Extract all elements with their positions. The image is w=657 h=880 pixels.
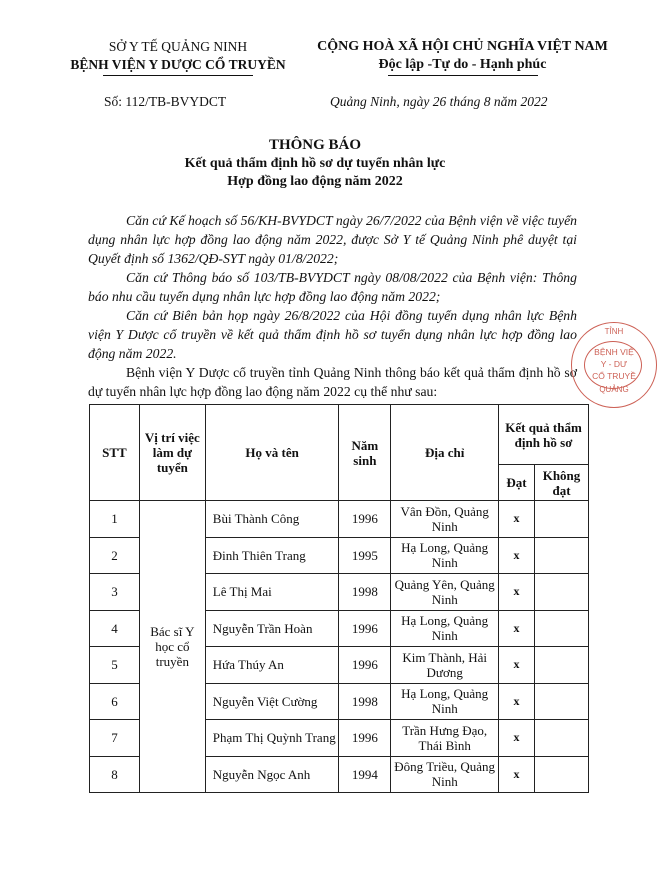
doc-date: Quảng Ninh, ngày 26 tháng 8 năm 2022 — [330, 94, 548, 109]
header-pass: Đạt — [499, 465, 535, 501]
row-pass-mark: x — [499, 756, 535, 793]
seal-text-2: Y - DƯ — [600, 359, 628, 369]
row-fail-mark — [535, 574, 589, 611]
intro-paragraph: Bệnh viện Y Dược cổ truyền tỉnh Quảng Ninh thông báo kết quả thẩm định hồ sơ dự tuyển nhân lực hợp đồng lao động năm 2022 cụ thể như sau: — [88, 365, 577, 399]
country-name: CỘNG HOÀ XÃ HỘI CHỦ NGHĨA VIỆT NAM — [317, 39, 608, 54]
row-fail-mark — [535, 683, 589, 720]
header-address: Địa chỉ — [391, 405, 499, 501]
row-stt: 1 — [90, 501, 140, 538]
row-name: Phạm Thị Quỳnh Trang — [205, 720, 339, 757]
row-fail-mark — [535, 756, 589, 793]
row-stt: 2 — [90, 537, 140, 574]
row-address: Vân Đồn, Quảng Ninh — [391, 501, 499, 538]
table-row — [90, 501, 589, 538]
org-underline — [103, 75, 253, 76]
row-year: 1998 — [339, 683, 391, 720]
results-table — [89, 404, 589, 793]
org-parent: SỞ Y TẾ QUẢNG NINH — [108, 39, 248, 54]
row-year: 1998 — [339, 574, 391, 611]
row-pass-mark: x — [499, 683, 535, 720]
row-stt: 3 — [90, 574, 140, 611]
basis-paragraph-3: Căn cứ Biên bản họp ngày 26/8/2022 của Hội đồng tuyển dụng nhân lực Bệnh viện Y Dược cổ truyền về kết quả thẩm định hồ sơ tuyển dụng nhân lực hợp đồng lao động năm 2022. — [88, 308, 577, 361]
row-address: Đông Triều, Quảng Ninh — [391, 756, 499, 793]
header-position: Vị trí việc làm dự tuyển — [139, 405, 205, 501]
row-pass-mark: x — [499, 501, 535, 538]
row-address: Hạ Long, Quảng Ninh — [391, 610, 499, 647]
row-name: Bùi Thành Công — [205, 501, 339, 538]
row-pass-mark: x — [499, 574, 535, 611]
row-name: Nguyễn Ngọc Anh — [205, 756, 339, 793]
header-fail: Không đạt — [535, 465, 589, 501]
doc-subtitle-1: Kết quả thẩm định hồ sơ dự tuyển nhân lực — [184, 156, 446, 171]
header-name: Họ và tên — [205, 405, 339, 501]
red-seal-stamp — [571, 322, 657, 408]
row-address: Quảng Yên, Quảng Ninh — [391, 574, 499, 611]
national-header — [300, 38, 625, 76]
row-year: 1994 — [339, 756, 391, 793]
row-year: 1996 — [339, 720, 391, 757]
seal-text-bottom: QUẢNG — [599, 385, 629, 394]
row-pass-mark: x — [499, 720, 535, 757]
row-stt: 4 — [90, 610, 140, 647]
row-stt: 8 — [90, 756, 140, 793]
org-header — [58, 38, 298, 76]
row-stt: 5 — [90, 647, 140, 684]
basis-paragraph-2: Căn cứ Thông báo số 103/TB-BVYDCT ngày 08/08/2022 của Bệnh viện: Thông báo nhu cầu tuyển dụng nhân lực hợp đồng lao động năm 2022; — [88, 270, 577, 304]
motto-underline — [388, 75, 538, 76]
row-fail-mark — [535, 537, 589, 574]
row-name: Đinh Thiên Trang — [205, 537, 339, 574]
row-pass-mark: x — [499, 647, 535, 684]
row-year: 1996 — [339, 647, 391, 684]
header-stt: STT — [90, 405, 140, 501]
row-address: Hạ Long, Quảng Ninh — [391, 537, 499, 574]
header-result: Kết quả thẩm định hồ sơ — [499, 405, 589, 465]
row-name: Nguyễn Trần Hoàn — [205, 610, 339, 647]
row-fail-mark — [535, 610, 589, 647]
basis-paragraph-1: Căn cứ Kế hoạch số 56/KH-BVYDCT ngày 26/7/2022 của Bệnh viện về việc tuyển dụng nhân lực hợp đồng lao động năm 2022, được Sở Y tế Quảng Ninh phê duyệt tại Quyết định số 1362/QĐ-SYT ngày 01/8/2022; — [88, 213, 577, 266]
row-year: 1996 — [339, 501, 391, 538]
row-address: Trần Hưng Đạo, Thái Bình — [391, 720, 499, 757]
row-stt: 7 — [90, 720, 140, 757]
row-year: 1995 — [339, 537, 391, 574]
row-name: Lê Thị Mai — [205, 574, 339, 611]
row-name: Nguyễn Việt Cường — [205, 683, 339, 720]
seal-text-1: BỆNH VIỆ — [594, 347, 634, 357]
row-stt: 6 — [90, 683, 140, 720]
position-cell: Bác sĩ Y học cổ truyền — [139, 501, 205, 793]
row-fail-mark — [535, 647, 589, 684]
row-pass-mark: x — [499, 537, 535, 574]
row-pass-mark: x — [499, 610, 535, 647]
row-address: Kim Thành, Hải Dương — [391, 647, 499, 684]
doc-number: Số: 112/TB-BVYDCT — [104, 94, 227, 109]
row-name: Hứa Thúy An — [205, 647, 339, 684]
seal-text-3: CỔ TRUYỀ — [592, 371, 636, 381]
row-fail-mark — [535, 501, 589, 538]
header-year: Năm sinh — [339, 405, 391, 501]
row-fail-mark — [535, 720, 589, 757]
row-address: Hạ Long, Quảng Ninh — [391, 683, 499, 720]
row-year: 1996 — [339, 610, 391, 647]
org-name: BỆNH VIỆN Y DƯỢC CỔ TRUYỀN — [70, 57, 286, 72]
national-motto: Độc lập -Tự do - Hạnh phúc — [378, 57, 547, 72]
doc-subtitle-2: Hợp đồng lao động năm 2022 — [227, 174, 403, 189]
doc-title: THÔNG BÁO — [268, 137, 362, 153]
seal-text-top: TỈNH — [604, 327, 624, 336]
